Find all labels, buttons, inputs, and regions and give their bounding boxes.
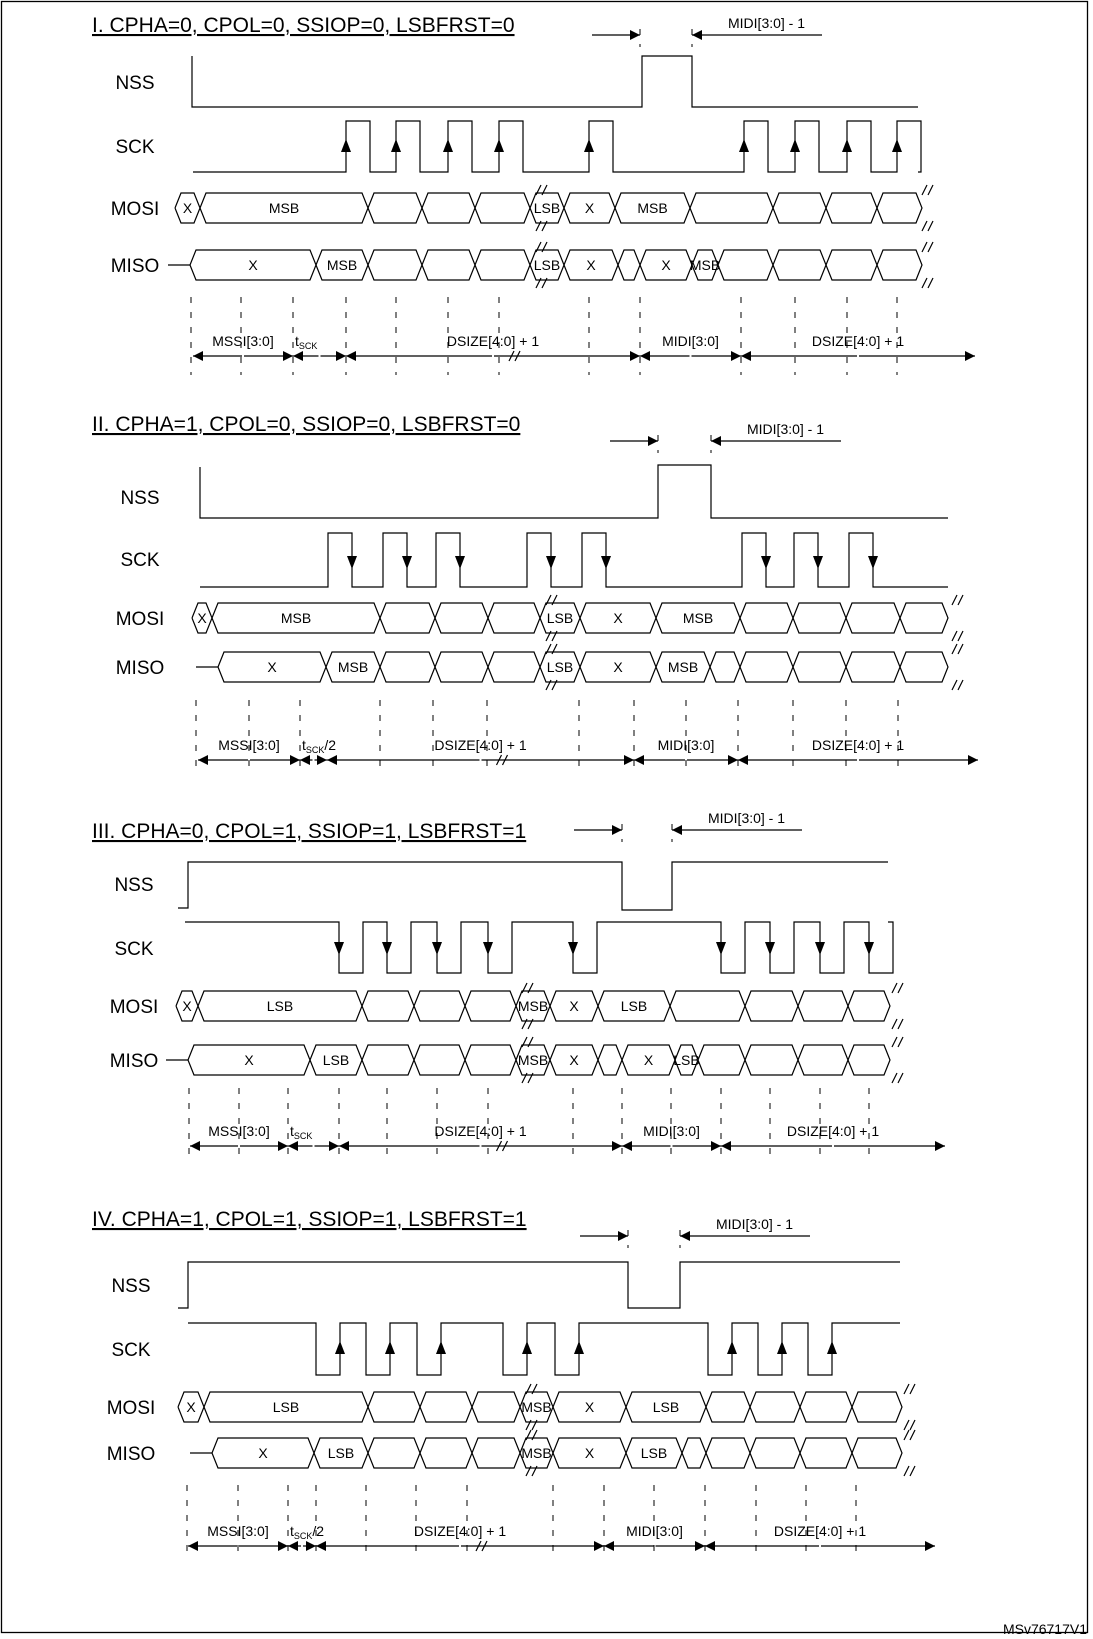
sck-edge-arrow: [601, 556, 611, 569]
sck-edge-arrow: [765, 942, 775, 955]
miso-cell: [618, 250, 640, 280]
mosi-cell: [900, 603, 948, 633]
break-stroke: [928, 221, 933, 231]
mosi-cell-label: LSB: [533, 200, 561, 216]
figure-id: MSv76717V1: [1002, 1621, 1087, 1637]
miso-cell: [475, 250, 530, 280]
miso-cell: [472, 1438, 520, 1468]
mosi-waveform: [175, 185, 933, 231]
signal-label-mosi: MOSI: [110, 199, 160, 220]
midi-minus-one-label: MIDI[3:0] - 1: [747, 421, 825, 437]
interval-label: DSIZE[4:0] + 1: [773, 1523, 867, 1539]
miso-cell: [773, 250, 826, 280]
sck-edge-arrow: [436, 1341, 446, 1354]
miso-cell: [380, 652, 435, 682]
miso-cell-label: MSB: [337, 659, 369, 675]
mosi-cell: [740, 603, 793, 633]
mosi-cell: [706, 1392, 750, 1422]
miso-cell-label: MSB: [689, 257, 721, 273]
timing-panel-1: [92, 14, 975, 375]
miso-cell-label: LSB: [546, 659, 574, 675]
tsck-label: $t_{SCK}$: [290, 1123, 313, 1141]
sck-edge-arrow: [432, 942, 442, 955]
mosi-cell-label: LSB: [272, 1399, 300, 1415]
mosi-cell: [414, 991, 465, 1021]
interval-label: DSIZE[4:0] + 1: [786, 1123, 880, 1139]
sck-edge-arrow: [761, 556, 771, 569]
interval-label: DSIZE[4:0] + 1: [811, 737, 905, 753]
signal-label-mosi: MOSI: [115, 609, 165, 630]
break-stroke: [904, 1420, 909, 1430]
interval-label: MIDI[3:0]: [626, 1523, 683, 1539]
sck-edge-arrow: [546, 556, 556, 569]
miso-cell: [710, 652, 740, 682]
signal-label-sck: SCK: [120, 550, 160, 571]
nss-waveform: [178, 862, 888, 910]
sck-edge-arrow: [584, 139, 594, 152]
signal-label-miso: MISO: [106, 1444, 156, 1465]
break-stroke: [892, 1037, 897, 1047]
miso-waveform: [188, 1037, 903, 1083]
mosi-cell-label: MSB: [682, 610, 714, 626]
mosi-cell: [798, 991, 848, 1021]
break-stroke: [928, 278, 933, 288]
miso-cell: [718, 250, 773, 280]
timing-intervals: [193, 333, 975, 361]
signal-label-miso: MISO: [109, 1051, 159, 1072]
sck-edge-arrow: [716, 942, 726, 955]
sck-edge-arrow: [341, 139, 351, 152]
miso-cell: [826, 250, 877, 280]
miso-cell-label: LSB: [327, 1445, 355, 1461]
midi-minus-one-label: MIDI[3:0] - 1: [716, 1216, 794, 1232]
midi-minus-one-annotation: [574, 810, 802, 842]
signal-label-nss: NSS: [115, 73, 155, 94]
interval-label: DSIZE[4:0] + 1: [413, 1523, 507, 1539]
mosi-cell-label: MSB: [268, 200, 300, 216]
miso-cell: [598, 1045, 622, 1075]
mosi-cell: [773, 193, 826, 223]
mosi-cell: [435, 603, 488, 633]
break-mark: [952, 631, 963, 641]
mosi-cell-label: X: [584, 1399, 595, 1415]
miso-cell: [877, 250, 922, 280]
sck-edge-arrow: [568, 942, 578, 955]
break-stroke: [928, 242, 933, 252]
timing-intervals: [188, 1523, 935, 1551]
break-stroke: [892, 983, 897, 993]
sck-edge-arrow: [522, 1341, 532, 1354]
midi-minus-one-annotation: [580, 1216, 810, 1248]
sck-edge-arrow: [402, 556, 412, 569]
mosi-cell-label: X: [186, 1399, 196, 1415]
interval-label: DSIZE[4:0] + 1: [434, 1123, 527, 1139]
break-stroke: [958, 680, 963, 690]
nss-waveform: [178, 1262, 900, 1308]
miso-cell: [740, 652, 793, 682]
break-stroke: [898, 1073, 903, 1083]
miso-cell: [362, 1045, 414, 1075]
mosi-cell: [846, 603, 900, 633]
break-stroke: [898, 983, 903, 993]
sck-edge-arrow: [335, 1341, 345, 1354]
break-stroke: [904, 1430, 909, 1440]
mosi-cell-label: X: [197, 610, 207, 626]
miso-cell-label: MSB: [326, 257, 358, 273]
break-stroke: [952, 680, 957, 690]
signal-label-mosi: MOSI: [106, 1398, 156, 1419]
break-stroke: [958, 595, 963, 605]
mosi-cell: [475, 193, 530, 223]
miso-cell: [414, 1045, 465, 1075]
mosi-cell-label: LSB: [546, 610, 574, 626]
interval-label: MSSI[3:0]: [207, 1523, 269, 1539]
break-stroke: [958, 631, 963, 641]
mosi-cell: [877, 193, 922, 223]
timing-panel-3: [92, 810, 945, 1160]
panel-title: III. CPHA=0, CPOL=1, SSIOP=1, LSBFRST=1: [92, 820, 527, 843]
break-stroke: [898, 1019, 903, 1029]
mosi-cell: [852, 1392, 902, 1422]
miso-cell-label: MSB: [521, 1445, 552, 1461]
miso-cell-label: MSB: [517, 1052, 549, 1068]
miso-cell-label: X: [244, 1052, 254, 1068]
panel-title: I. CPHA=0, CPOL=0, SSIOP=0, LSBFRST=0: [92, 14, 515, 37]
mosi-cell-label: X: [613, 610, 623, 626]
mosi-cell: [488, 603, 540, 633]
mosi-cell-label: X: [182, 998, 192, 1014]
signal-label-nss: NSS: [111, 1276, 151, 1297]
mosi-cell-label: LSB: [652, 1399, 680, 1415]
sck-edge-arrow: [815, 942, 825, 955]
mosi-cell: [745, 991, 798, 1021]
break-mark: [904, 1420, 915, 1430]
break-stroke: [904, 1466, 909, 1476]
break-stroke: [952, 644, 957, 654]
timing-marks: [187, 1485, 856, 1560]
break-stroke: [892, 1019, 897, 1029]
mosi-cell: [362, 991, 414, 1021]
sck-edge-arrow: [777, 1341, 787, 1354]
sck-edge-arrow: [813, 556, 823, 569]
mosi-cell: [670, 991, 745, 1021]
midi-minus-one-annotation: [610, 421, 841, 453]
signal-label-sck: SCK: [114, 939, 154, 960]
sck-edge-arrow: [494, 139, 504, 152]
miso-cell-label: LSB: [322, 1052, 350, 1068]
miso-cell: [368, 250, 422, 280]
interval-label: MSSI[3:0]: [208, 1123, 270, 1139]
interval-label: DSIZE[4:0] + 1: [811, 333, 905, 349]
miso-cell-label: X: [586, 257, 596, 273]
break-stroke: [910, 1430, 915, 1440]
break-stroke: [922, 278, 927, 288]
miso-cell: [368, 1438, 420, 1468]
mosi-cell: [368, 193, 422, 223]
mosi-cell: [750, 1392, 800, 1422]
miso-cell-label: X: [248, 257, 258, 273]
mosi-waveform: [178, 1384, 915, 1430]
miso-cell-label: MSB: [667, 659, 699, 675]
sck-edge-arrow: [892, 139, 902, 152]
break-mark: [892, 983, 903, 993]
mosi-cell-label: MSB: [517, 998, 549, 1014]
sck-edge-arrow: [790, 139, 800, 152]
mosi-waveform: [176, 983, 903, 1029]
break-stroke: [892, 1073, 897, 1083]
sck-edge-arrow: [455, 556, 465, 569]
miso-cell: [420, 1438, 472, 1468]
break-mark: [904, 1430, 915, 1440]
mosi-cell: [690, 193, 773, 223]
mosi-cell: [472, 1392, 520, 1422]
sck-waveform: [200, 533, 948, 587]
sck-edge-arrow: [334, 942, 344, 955]
timing-panel-2: [92, 413, 978, 775]
miso-cell: [800, 1438, 852, 1468]
miso-cell-label: X: [661, 257, 671, 273]
sck-waveform: [188, 1323, 900, 1375]
break-stroke: [922, 185, 927, 195]
mosi-cell-label: X: [182, 200, 193, 216]
panel-title: IV. CPHA=1, CPOL=1, SSIOP=1, LSBFRST=1: [92, 1208, 527, 1231]
miso-cell: [706, 1438, 750, 1468]
panel-title: II. CPHA=1, CPOL=0, SSIOP=0, LSBFRST=0: [92, 413, 521, 436]
interval-label: MIDI[3:0]: [643, 1123, 700, 1139]
miso-cell: [798, 1045, 848, 1075]
signal-label-sck: SCK: [115, 137, 155, 158]
break-stroke: [910, 1466, 915, 1476]
sck-edge-arrow: [382, 942, 392, 955]
tsck-label: $t_{SCK}$: [295, 333, 318, 351]
miso-cell: [848, 1045, 890, 1075]
mosi-cell-label: LSB: [266, 998, 294, 1014]
break-stroke: [904, 1384, 909, 1394]
miso-cell: [745, 1045, 798, 1075]
mosi-cell: [380, 603, 435, 633]
sck-line: [193, 121, 921, 172]
break-mark: [952, 644, 963, 654]
sck-edge-arrow: [864, 942, 874, 955]
miso-cell: [793, 652, 846, 682]
midi-minus-one-label: MIDI[3:0] - 1: [728, 15, 806, 31]
signal-label-nss: NSS: [114, 875, 154, 896]
miso-waveform: [212, 1430, 915, 1476]
mosi-cell: [368, 1392, 420, 1422]
interval-label: MIDI[3:0]: [657, 737, 715, 753]
sck-waveform: [185, 922, 893, 973]
break-stroke: [952, 595, 957, 605]
sck-edge-arrow: [868, 556, 878, 569]
break-mark: [922, 185, 933, 195]
mosi-cell-label: MSB: [280, 610, 312, 626]
timing-intervals: [198, 737, 978, 765]
break-stroke: [910, 1420, 915, 1430]
sck-edge-arrow: [391, 139, 401, 152]
miso-cell: [465, 1045, 516, 1075]
mosi-cell-label: MSB: [521, 1399, 552, 1415]
interval-label: DSIZE[4:0] + 1: [434, 737, 527, 753]
sck-edge-arrow: [483, 942, 493, 955]
mosi-cell-label: MSB: [637, 200, 668, 216]
break-stroke: [922, 242, 927, 252]
signal-label-miso: MISO: [110, 256, 160, 277]
sck-edge-arrow: [574, 1341, 584, 1354]
mosi-cell: [826, 193, 877, 223]
miso-cell-label: X: [569, 1052, 579, 1068]
break-mark: [922, 221, 933, 231]
timing-panel-4: [92, 1208, 935, 1560]
miso-cell-label: X: [643, 1052, 654, 1068]
sck-edge-arrow: [842, 139, 852, 152]
break-mark: [922, 242, 933, 252]
interval-label: MSSI[3:0]: [218, 737, 280, 753]
tsck-label: $t_{SCK}/2$: [290, 1523, 325, 1541]
miso-cell: [846, 652, 900, 682]
mosi-cell: [465, 991, 516, 1021]
miso-cell-label: LSB: [533, 257, 561, 273]
miso-cell: [852, 1438, 902, 1468]
break-stroke: [898, 1037, 903, 1047]
miso-cell-label: X: [613, 659, 623, 675]
break-stroke: [958, 644, 963, 654]
break-mark: [952, 680, 963, 690]
mosi-waveform: [192, 595, 963, 641]
mosi-cell: [420, 1392, 472, 1422]
miso-cell: [750, 1438, 800, 1468]
mosi-cell: [422, 193, 475, 223]
interval-label: MIDI[3:0]: [662, 333, 719, 349]
sck-line: [185, 922, 893, 973]
miso-cell: [682, 1438, 706, 1468]
sck-line: [188, 1323, 900, 1375]
signal-label-miso: MISO: [115, 658, 165, 679]
miso-cell: [435, 652, 488, 682]
break-mark: [904, 1384, 915, 1394]
interval-label: DSIZE[4:0] + 1: [446, 333, 540, 349]
mosi-cell-label: X: [569, 998, 579, 1014]
sck-waveform: [193, 121, 921, 172]
mosi-cell: [800, 1392, 852, 1422]
miso-cell: [698, 1045, 745, 1075]
miso-cell-label: X: [584, 1445, 595, 1461]
break-mark: [892, 1073, 903, 1083]
interval-label: MSSI[3:0]: [212, 333, 274, 349]
nss-waveform: [200, 465, 948, 518]
timing-intervals: [190, 1123, 945, 1151]
break-mark: [904, 1466, 915, 1476]
miso-cell-label: X: [258, 1445, 268, 1461]
sck-edge-arrow: [727, 1341, 737, 1354]
break-stroke: [928, 185, 933, 195]
break-mark: [952, 595, 963, 605]
break-mark: [892, 1037, 903, 1047]
nss-waveform: [192, 56, 918, 107]
break-stroke: [922, 221, 927, 231]
miso-waveform: [218, 644, 963, 690]
sck-edge-arrow: [443, 139, 453, 152]
miso-cell-label: X: [267, 659, 277, 675]
sck-edge-arrow: [739, 139, 749, 152]
miso-cell: [488, 652, 540, 682]
miso-cell-label: LSB: [640, 1445, 668, 1461]
panels: [92, 14, 978, 1560]
miso-cell: [900, 652, 948, 682]
miso-waveform: [190, 242, 933, 288]
midi-minus-one-label: MIDI[3:0] - 1: [708, 810, 786, 826]
mosi-cell: [793, 603, 846, 633]
mosi-cell-label: X: [584, 200, 595, 216]
break-mark: [922, 278, 933, 288]
tsck-label: $t_{SCK}/2$: [302, 737, 337, 755]
mosi-cell-label: LSB: [620, 998, 648, 1014]
signal-label-mosi: MOSI: [109, 997, 159, 1018]
break-mark: [892, 1019, 903, 1029]
mosi-cell: [848, 991, 890, 1021]
sck-edge-arrow: [347, 556, 357, 569]
break-stroke: [910, 1384, 915, 1394]
sck-edge-arrow: [827, 1341, 837, 1354]
signal-label-nss: NSS: [120, 488, 160, 509]
sck-line: [200, 533, 948, 587]
break-stroke: [952, 631, 957, 641]
miso-cell: [422, 250, 475, 280]
midi-minus-one-annotation: [592, 15, 822, 47]
signal-label-sck: SCK: [111, 1340, 151, 1361]
miso-cell-label: LSB: [673, 1052, 700, 1068]
sck-edge-arrow: [385, 1341, 395, 1354]
